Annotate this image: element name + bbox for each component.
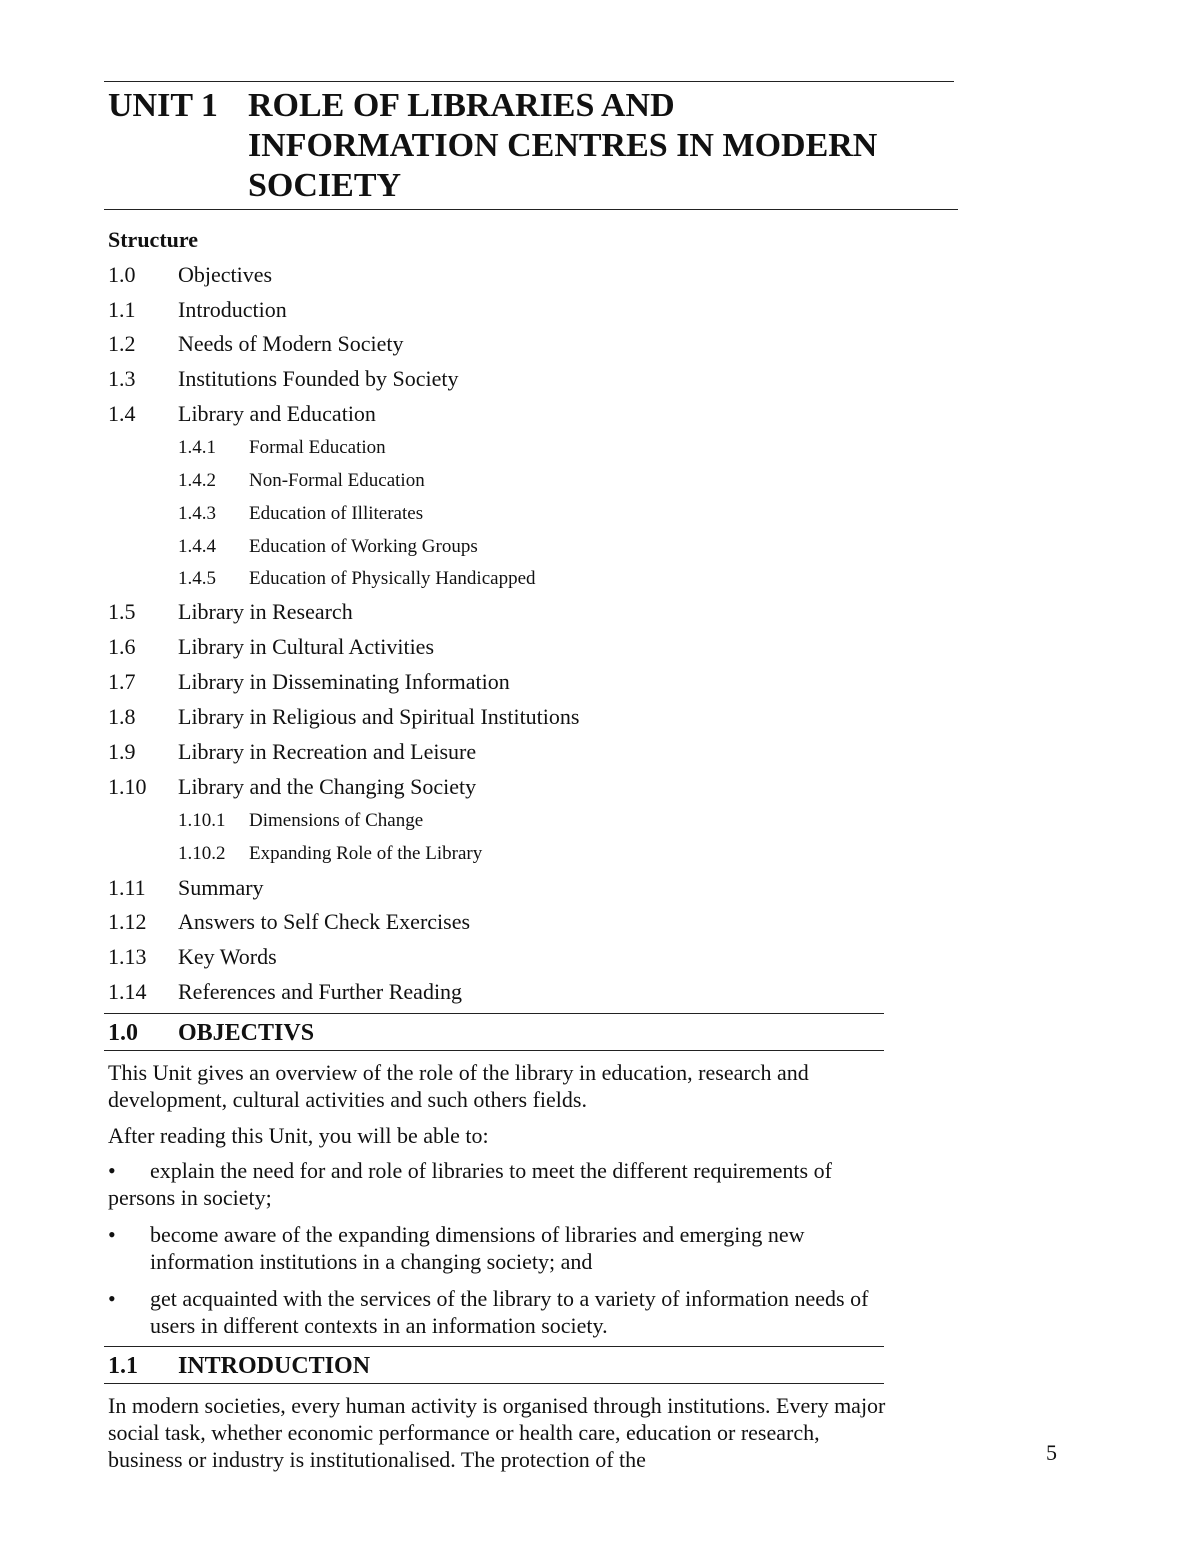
toc-item-number: 1.13 (108, 944, 147, 969)
toc-item-text: Library in Cultural Activities (178, 634, 435, 659)
section-number: 1.0 (108, 1020, 138, 1046)
unit-title-line: SOCIETY (248, 167, 402, 204)
toc-item-number: 1.10.1 (178, 810, 226, 831)
toc-item-text: Objectives (178, 262, 273, 287)
toc-item-number: 1.11 (108, 875, 146, 900)
bullet-dot: • (108, 1222, 116, 1247)
structure-heading: Structure (108, 227, 199, 252)
toc-item-text: Non-Formal Education (249, 470, 425, 491)
toc-item-text: Summary (178, 875, 264, 900)
toc-item-number: 1.12 (108, 909, 147, 934)
toc-item-text: Introduction (178, 297, 287, 322)
toc-item-number: 1.4.1 (178, 437, 216, 458)
toc-item-number: 1.7 (108, 669, 136, 694)
section-number: 1.1 (108, 1353, 138, 1379)
toc-item-number: 1.6 (108, 634, 136, 659)
bullet-text: become aware of the expanding dimensions of libraries and emerging new information institutions in a changing society; and (150, 1222, 805, 1274)
bullet-dot: • (108, 1158, 116, 1183)
page-number: 5 (1046, 1440, 1057, 1465)
toc-item-text: Answers to Self Check Exercises (178, 909, 471, 934)
toc-item-text: Library in Research (178, 599, 353, 624)
toc-item-text: Formal Education (249, 437, 386, 458)
introduction-bottom-rule (104, 1383, 884, 1384)
toc-item-text: Dimensions of Change (249, 810, 424, 831)
bullet-text: explain the need for and role of libraries to meet the different requirements of persons in society; (108, 1158, 832, 1210)
toc-item-text: Library in Religious and Spiritual Institutions (178, 704, 580, 729)
toc-item-number: 1.1 (108, 297, 136, 322)
toc-item-text: Education of Working Groups (249, 536, 478, 557)
title-top-rule (104, 81, 954, 82)
toc-item-number: 1.2 (108, 331, 136, 356)
title-bottom-rule (104, 209, 958, 210)
toc-item-text: References and Further Reading (178, 979, 463, 1004)
toc-item-number: 1.0 (108, 262, 136, 287)
toc-item-number: 1.5 (108, 599, 136, 624)
objective-bullet (108, 1285, 898, 1339)
toc-item-text: Education of Physically Handicapped (249, 568, 536, 589)
toc-item-number: 1.9 (108, 739, 136, 764)
toc-item-number: 1.8 (108, 704, 136, 729)
toc-item-text: Key Words (178, 944, 277, 969)
toc-item-number: 1.4.3 (178, 503, 216, 524)
bullet-text: get acquainted with the services of the library to a variety of information needs of users in different contexts in an information society. (150, 1286, 869, 1338)
introduction-text: In modern societies, every human activity is organised through institutions. Every major social task, whether economic performance or health care, education or research, business or industry is institutionalised. The protection of the (108, 1393, 886, 1472)
objectives-intro: This Unit gives an overview of the role of the library in education, research and development, cultural activities and such others fields. (108, 1060, 809, 1112)
toc-item-number: 1.14 (108, 979, 147, 1004)
unit-title-line: ROLE OF LIBRARIES AND (248, 87, 675, 124)
toc-item-text: Expanding Role of the Library (249, 843, 483, 864)
toc-item-text: Library in Recreation and Leisure (178, 739, 477, 764)
toc-item-number: 1.4.4 (178, 536, 216, 557)
unit-label: UNIT 1 (108, 87, 218, 124)
objectives-bottom-rule (104, 1050, 884, 1051)
unit-title-line: INFORMATION CENTRES IN MODERN (248, 127, 878, 164)
bullet-dot: • (108, 1286, 116, 1311)
section-title: INTRODUCTION (178, 1353, 371, 1379)
objectives-top-rule (104, 1013, 884, 1014)
toc-item-text: Library and Education (178, 401, 376, 426)
objectives-lead-in: After reading this Unit, you will be able to: (108, 1123, 489, 1148)
toc-item-number: 1.10.2 (178, 843, 226, 864)
toc-item-number: 1.4 (108, 401, 136, 426)
toc-item-number: 1.3 (108, 366, 136, 391)
toc-item-number: 1.4.5 (178, 568, 216, 589)
section-title: OBJECTIVS (178, 1020, 315, 1046)
toc-item-number: 1.10 (108, 774, 147, 799)
objective-bullet (108, 1221, 898, 1275)
unit-title (248, 86, 938, 206)
toc-item-number: 1.4.2 (178, 470, 216, 491)
toc-item-text: Library in Disseminating Information (178, 669, 510, 694)
toc-item-text: Needs of Modern Society (178, 331, 404, 356)
toc-item-text: Institutions Founded by Society (178, 366, 459, 391)
toc-item-text: Library and the Changing Society (178, 774, 477, 799)
objective-bullet (108, 1157, 898, 1211)
toc-item-text: Education of Illiterates (249, 503, 424, 524)
introduction-top-rule (104, 1346, 884, 1347)
